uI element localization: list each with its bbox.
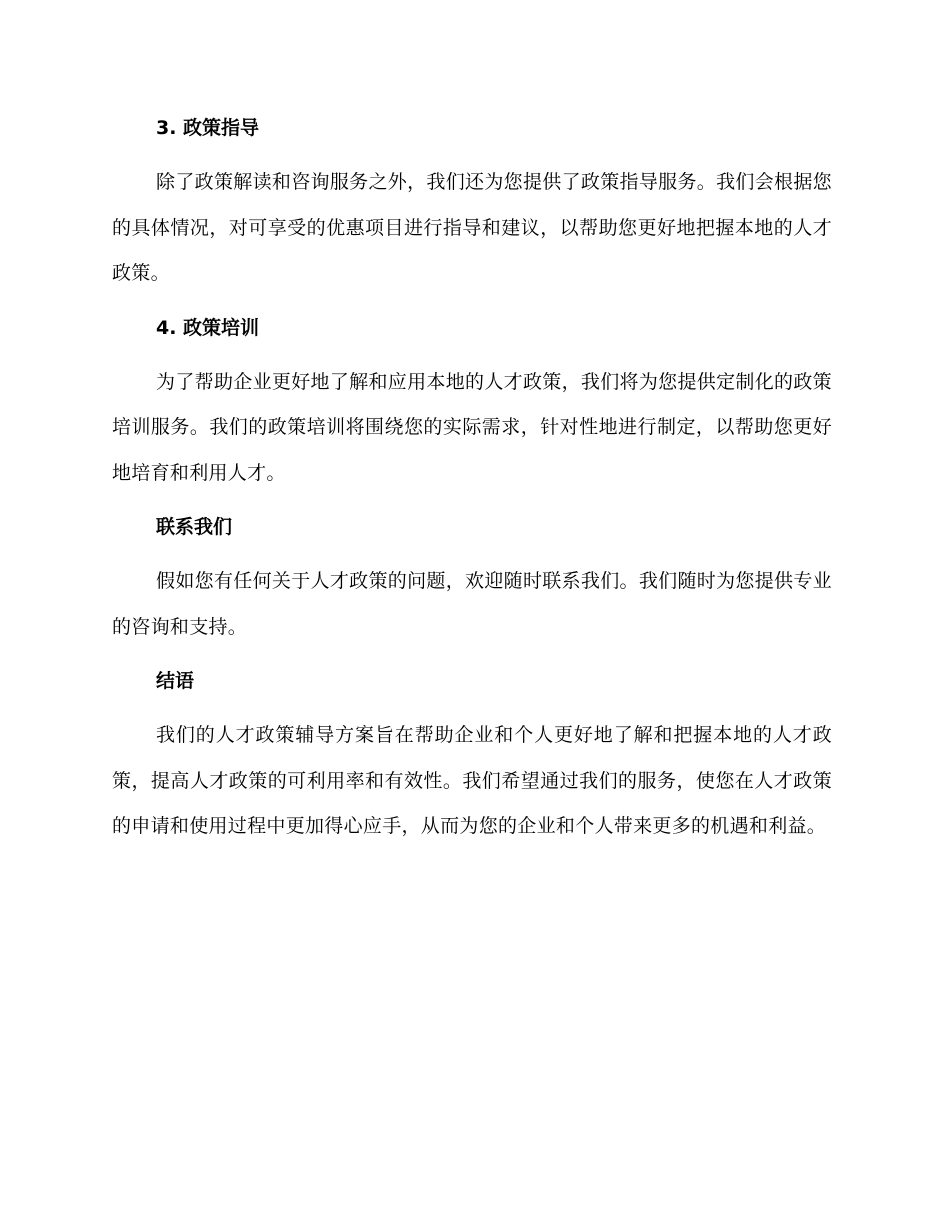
section-paragraph: 假如您有任何关于人才政策的问题，欢迎随时联系我们。我们随时为您提供专业的咨询和支持。: [112, 570, 832, 638]
section-paragraph: 除了政策解读和咨询服务之外，我们还为您提供了政策指导服务。我们会根据您的具体情况，对可享受的优惠项目进行指导和建议，以帮助您更好地把握本地的人才政策。: [112, 171, 832, 284]
section-policy-training: [112, 314, 832, 497]
section-heading: 结语: [156, 670, 195, 692]
document-content: [112, 114, 832, 850]
section-contact-us: [112, 513, 832, 650]
section-paragraph: 为了帮助企业更好地了解和应用本地的人才政策，我们将为您提供定制化的政策培训服务。我们的政策培训将围绕您的实际需求，针对性地进行制定，以帮助您更好地培育和利用人才。: [112, 370, 832, 484]
section-heading: 4. 政策培训: [156, 316, 260, 339]
section-conclusion: [112, 667, 832, 850]
section-policy-guidance: [112, 114, 832, 297]
section-paragraph: 我们的人才政策辅导方案旨在帮助企业和个人更好地了解和把握本地的人才政策，提高人才政策的可利用率和有效性。我们希望通过我们的服务，使您在人才政策的申请和使用过程中更加得心应手，从而为您的企业和个人带来更多的机遇和利益。: [112, 724, 832, 837]
section-heading: 联系我们: [156, 516, 233, 538]
section-heading: 3. 政策指导: [156, 117, 260, 139]
